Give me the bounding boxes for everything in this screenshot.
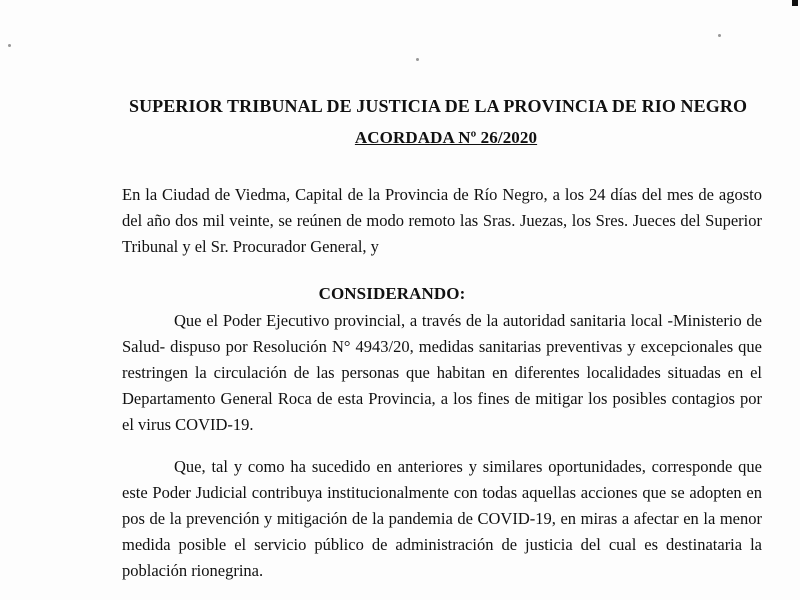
acordada-number: ACORDADA Nº 26/2020: [354, 128, 538, 147]
scan-speck: [718, 34, 721, 37]
scan-speck: [416, 58, 419, 61]
court-title: SUPERIOR TRIBUNAL DE JUSTICIA DE LA PROVINCIA DE RIO NEGRO: [128, 96, 748, 116]
considerando-paragraph-1: [122, 308, 762, 438]
intro-paragraph: En la Ciudad de Viedma, Capital de la Provincia de Río Negro, a los 24 días del mes de agosto del año dos mil veinte, se reúnen de modo remoto las Sras. Juezas, los Sres. Jueces del Superior Tribunal y el Sr. Procurador General, y: [122, 185, 762, 256]
paragraph-text: Que, tal y como ha sucedido en anteriores y similares oportunidades, corresponde que este Poder Judicial contribuya institucionalmente con todas aquellas acciones que se adopten en pos de la prevención y mitigación de la pandemia de COVID-19, en miras a afectar en la menor medida posible el servicio público de administración de justicia del cual es destinataria la población rionegrina.: [122, 457, 762, 580]
scan-edge-mark: [792, 0, 798, 6]
considerando-paragraph-2: [122, 454, 762, 584]
paragraph-text: Que el Poder Ejecutivo provincial, a través de la autoridad sanitaria local -Ministerio de Salud- dispuso por Resolución N° 4943/20, medidas sanitarias preventivas y excepcionales que restringen la circulación de las personas que habitan en diferentes localidades situadas en el Departamento General Roca de esta Provincia, a los fines de mitigar los posibles contagios por el virus COVID-19.: [122, 311, 762, 434]
scan-speck: [8, 44, 11, 47]
considerando-title: CONSIDERANDO:: [318, 284, 466, 303]
